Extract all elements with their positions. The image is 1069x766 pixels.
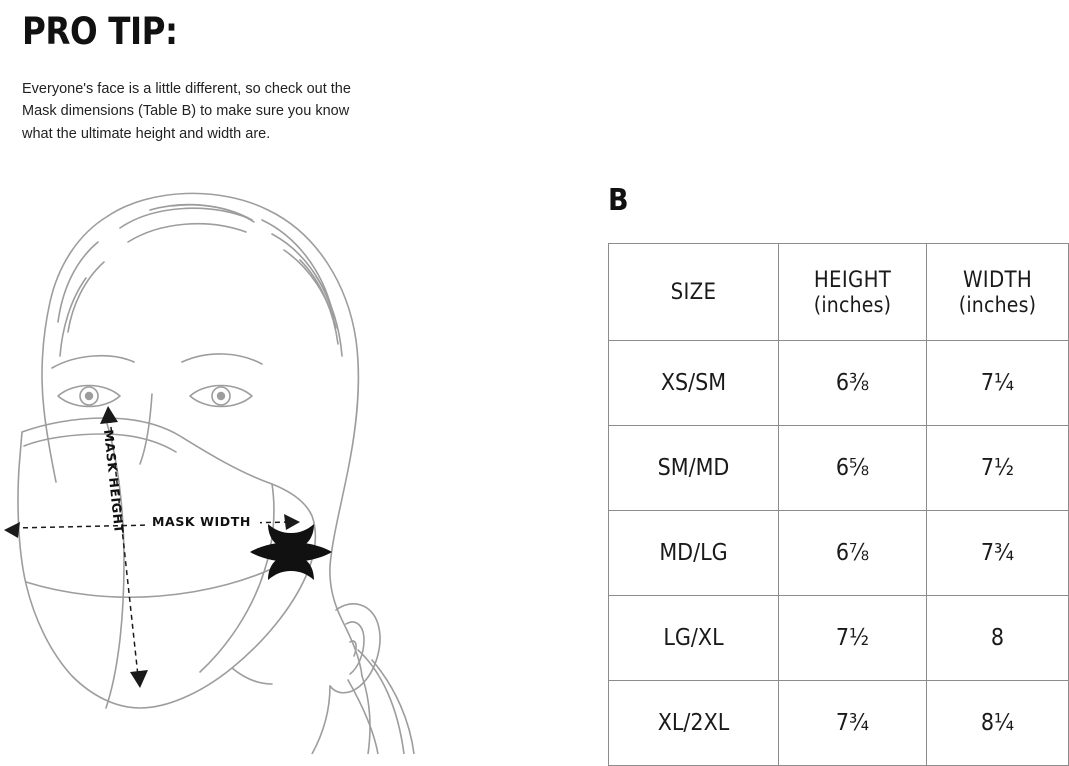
table-row [609,511,1069,596]
mask-illustration-svg [0,180,590,754]
cell-width: 7¼ [927,341,1069,426]
cell-height: 6⅜ [779,341,927,426]
cell-height: 7¾ [779,681,927,766]
mask-height-label: MASK HEIGHT [101,428,127,535]
table-row [609,681,1069,766]
column-header-height [779,244,927,341]
cell-size: XS/SM [609,341,779,426]
column-header-height-unit: (inches) [813,292,892,317]
cell-size: LG/XL [609,596,779,681]
cell-size: SM/MD [609,426,779,511]
column-header-width [927,244,1069,341]
intro-line-1: Everyone's face is a little different, so check out the [22,81,351,97]
cell-width: 8 [927,596,1069,681]
table-letter: B [608,183,629,218]
cell-width: 7¾ [927,511,1069,596]
intro-line-2: Mask dimensions (Table B) to make sure you know [22,103,350,120]
cell-height: 7½ [779,596,927,681]
table-row [609,426,1069,511]
page-title: PRO TIP: [22,10,178,53]
mask-dimensions-table [608,243,1069,766]
table-header-row [609,244,1069,341]
column-header-width-unit: (inches) [958,292,1037,317]
column-header-height-label: HEIGHT [813,267,892,293]
cell-size: XL/2XL [609,681,779,766]
column-header-size-label: SIZE [670,279,717,305]
under-armour-logo [250,524,332,580]
table-row [609,341,1069,426]
intro-line-3: what the ultimate height and width are. [22,125,271,142]
cell-width: 7½ [927,426,1069,511]
column-header-size [609,244,779,341]
table-row [609,596,1069,681]
mask-width-label: MASK WIDTH [152,514,251,529]
cell-size: MD/LG [609,511,779,596]
mask-illustration [0,180,590,754]
intro-paragraph [22,78,412,145]
cell-height: 6⅝ [779,426,927,511]
cell-height: 6⅞ [779,511,927,596]
cell-width: 8¼ [927,681,1069,766]
column-header-width-label: WIDTH [962,267,1033,293]
